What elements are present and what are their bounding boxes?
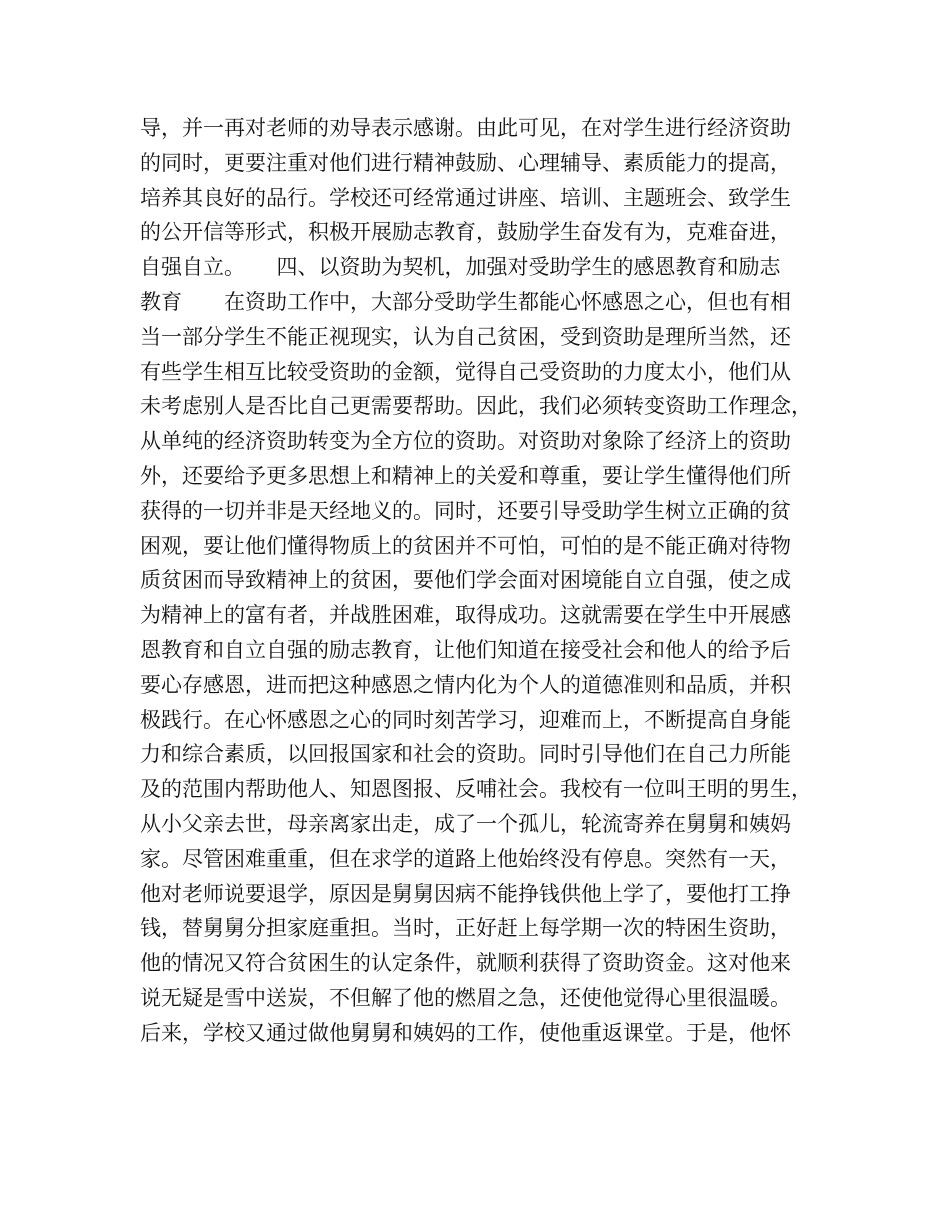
text-line: 从小父亲去世，母亲离家出走，成了一个孤儿，轮流寄养在舅舅和姨妈 <box>140 811 791 836</box>
text-line: 导，并一再对老师的劝导表示感谢。由此可见，在对学生进行经济资助 <box>140 116 791 140</box>
text-line: 极践行。在心怀感恩之心的同时刻苦学习，迎难而上，不断提高自身能 <box>140 707 791 732</box>
text-line: 说无疑是雪中送炭，不但解了他的燃眉之急，还使他觉得心里很温暖。 <box>140 985 791 1010</box>
text-line: 有些学生相互比较受资助的金额，觉得自己受资助的力度太小，他们从 <box>140 359 791 384</box>
text-line: 培养其良好的品行。学校还可经常通过讲座、培训、主题班会、致学生 <box>140 185 791 210</box>
text-line: 当一部分学生不能正视现实，认为自己贫困，受到资助是理所当然，还 <box>140 324 791 349</box>
text-line: 他的情况又符合贫困生的认定条件，就顺利获得了资助资金。这对他来 <box>140 951 791 976</box>
text-line: 外，还要给予更多思想上和精神上的关爱和尊重，要让学生懂得他们所 <box>140 463 791 488</box>
text-line: 的同时，更要注重对他们进行精神鼓励、心理辅导、素质能力的提高， <box>140 150 791 175</box>
text-line: 及的范围内帮助他人、知恩图报、反哺社会。我校有一位叫王明的男生， <box>140 777 812 802</box>
text-line: 自强自立。 四、以资助为契机，加强对受助学生的感恩教育和励志 <box>140 255 781 280</box>
text-line: 获得的一切并非是天经地义的。同时，还要引导受助学生树立正确的贫 <box>140 498 791 523</box>
text-line: 的公开信等形式，积极开展励志教育，鼓励学生奋发有为，克难奋进， <box>140 220 791 245</box>
text-line: 后来，学校又通过做他舅舅和姨妈的工作，使他重返课堂。于是，他怀 <box>140 1020 791 1045</box>
text-line: 家。尽管困难重重，但在求学的道路上他始终没有停息。突然有一天， <box>140 846 791 871</box>
text-line: 从单纯的经济资助转变为全方位的资助。对资助对象除了经济上的资助 <box>140 429 791 454</box>
text-line: 为精神上的富有者，并战胜困难，取得成功。这就需要在学生中开展感 <box>140 603 791 628</box>
text-line: 钱，替舅舅分担家庭重担。当时，正好赶上每学期一次的特困生资助， <box>140 916 791 941</box>
text-line: 未考虑别人是否比自己更需要帮助。因此，我们必须转变资助工作理念， <box>140 394 812 419</box>
text-line: 要心存感恩，进而把这种感恩之情内化为个人的道德准则和品质，并积 <box>140 672 791 697</box>
text-line: 他对老师说要退学，原因是舅舅因病不能挣钱供他上学了，要他打工挣 <box>140 881 791 906</box>
body-text <box>140 111 830 1051</box>
text-line: 教育 在资助工作中，大部分受助学生都能心怀感恩之心，但也有相 <box>140 289 791 314</box>
text-line: 质贫困而导致精神上的贫困，要他们学会面对困境能自立自强，使之成 <box>140 568 791 593</box>
text-line: 恩教育和自立自强的励志教育，让他们知道在接受社会和他人的给予后 <box>140 637 791 662</box>
text-line: 困观，要让他们懂得物质上的贫困并不可怕，可怕的是不能正确对待物 <box>140 533 791 558</box>
text-line: 力和综合素质，以回报国家和社会的资助。同时引导他们在自己力所能 <box>140 742 791 767</box>
